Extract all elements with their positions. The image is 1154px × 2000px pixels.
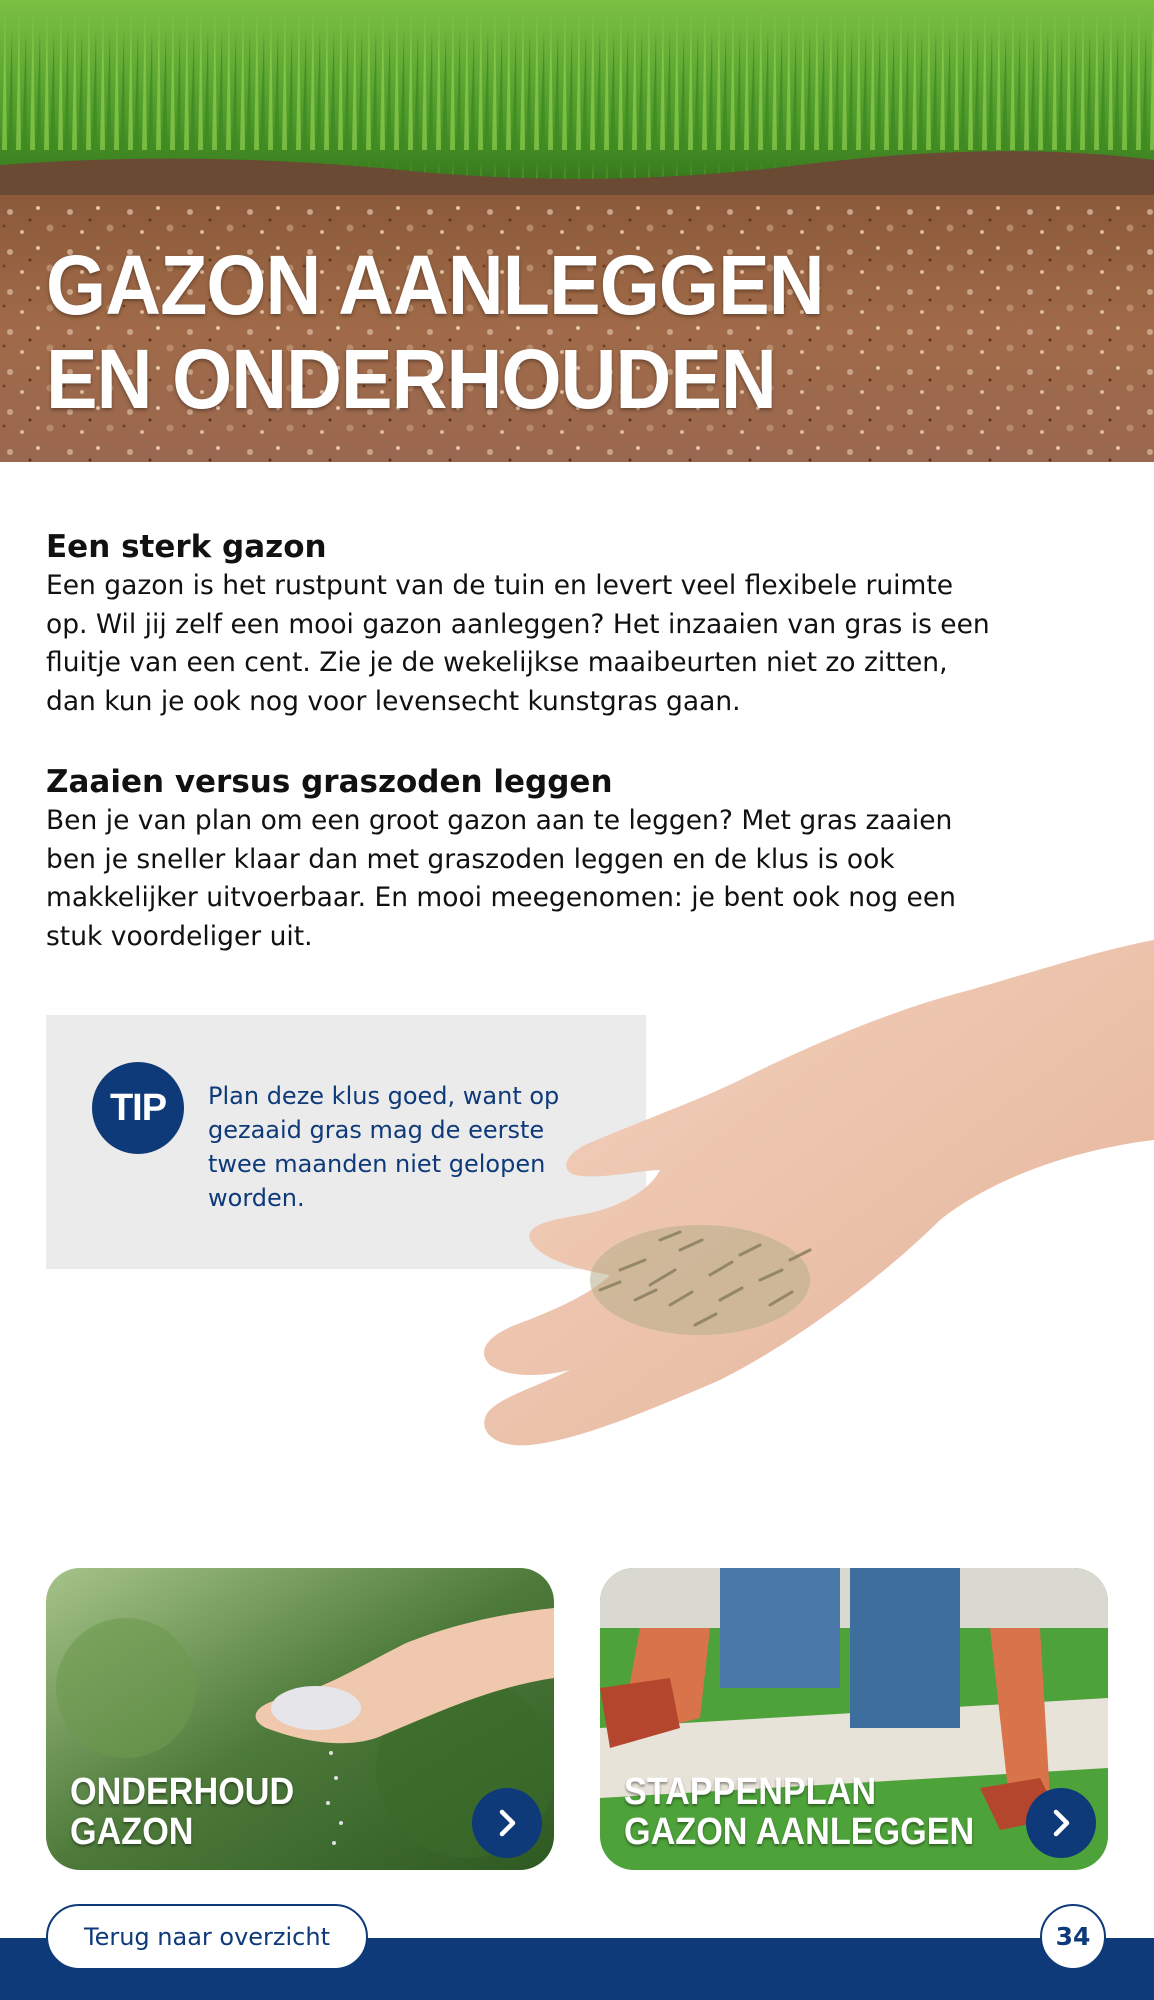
section-sterk-gazon xyxy=(46,527,1046,721)
tip-line: worden. xyxy=(208,1184,305,1212)
hero-banner xyxy=(0,0,1154,462)
section-paragraph xyxy=(46,567,1046,721)
paragraph-line: fluitje van een cent. Zie je de wekelijkse maaibeurten niet zo zitten, xyxy=(46,647,948,678)
back-to-overview-button[interactable]: Terug naar overzicht xyxy=(46,1904,368,1970)
page-title-line-1: GAZON AANLEGGEN xyxy=(46,238,824,332)
tip-line: gezaaid gras mag de eerste xyxy=(208,1116,545,1144)
page-title-line-2: EN ONDERHOUDEN xyxy=(46,332,776,426)
paragraph-line: stuk voordeliger uit. xyxy=(46,920,313,952)
paragraph-line: Ben je van plan om een groot gazon aan te leggen? Met gras zaaien xyxy=(46,805,953,836)
page-number: 34 xyxy=(1040,1904,1106,1970)
card-title xyxy=(70,1772,294,1852)
chevron-right-icon xyxy=(1044,1806,1078,1840)
chevron-right-icon xyxy=(490,1806,524,1840)
paragraph-line: op. Wil jij zelf een mooi gazon aanleggen? Het inzaaien van gras is een xyxy=(46,608,990,640)
paragraph-line: ben je sneller klaar dan met graszoden leggen en de klus is ook xyxy=(46,843,895,875)
card-title-line-2: GAZON AANLEGGEN xyxy=(624,1811,975,1853)
card-title xyxy=(624,1772,974,1852)
card-arrow-button[interactable] xyxy=(1026,1788,1096,1858)
page-title xyxy=(46,238,874,426)
card-title-line-2: GAZON xyxy=(70,1811,194,1853)
paragraph-line: makkelijker uitvoerbaar. En mooi meegenomen: je bent ook nog een xyxy=(46,882,956,913)
hand-with-seeds-image xyxy=(470,940,1154,1460)
section-zaaien-versus-graszoden xyxy=(46,762,1046,956)
section-heading: Zaaien versus graszoden leggen xyxy=(46,764,613,800)
paragraph-line: Een gazon is het rustpunt van de tuin en levert veel flexibele ruimte xyxy=(46,570,954,601)
card-title-line-1: STAPPENPLAN xyxy=(624,1771,877,1813)
card-title-line-1: ONDERHOUD xyxy=(70,1771,295,1813)
section-heading: Een sterk gazon xyxy=(46,529,327,565)
tip-line: twee maanden niet gelopen xyxy=(208,1150,546,1178)
card-stappenplan-gazon-aanleggen[interactable] xyxy=(600,1568,1108,1870)
grass-seeds xyxy=(590,1225,810,1335)
tip-badge: TIP xyxy=(92,1062,184,1154)
section-paragraph xyxy=(46,802,1046,956)
card-onderhoud-gazon[interactable] xyxy=(46,1568,554,1870)
tip-line: Plan deze klus goed, want op xyxy=(208,1082,560,1110)
paragraph-line: dan kun je ook nog voor levensecht kunstgras gaan. xyxy=(46,685,741,717)
card-arrow-button[interactable] xyxy=(472,1788,542,1858)
